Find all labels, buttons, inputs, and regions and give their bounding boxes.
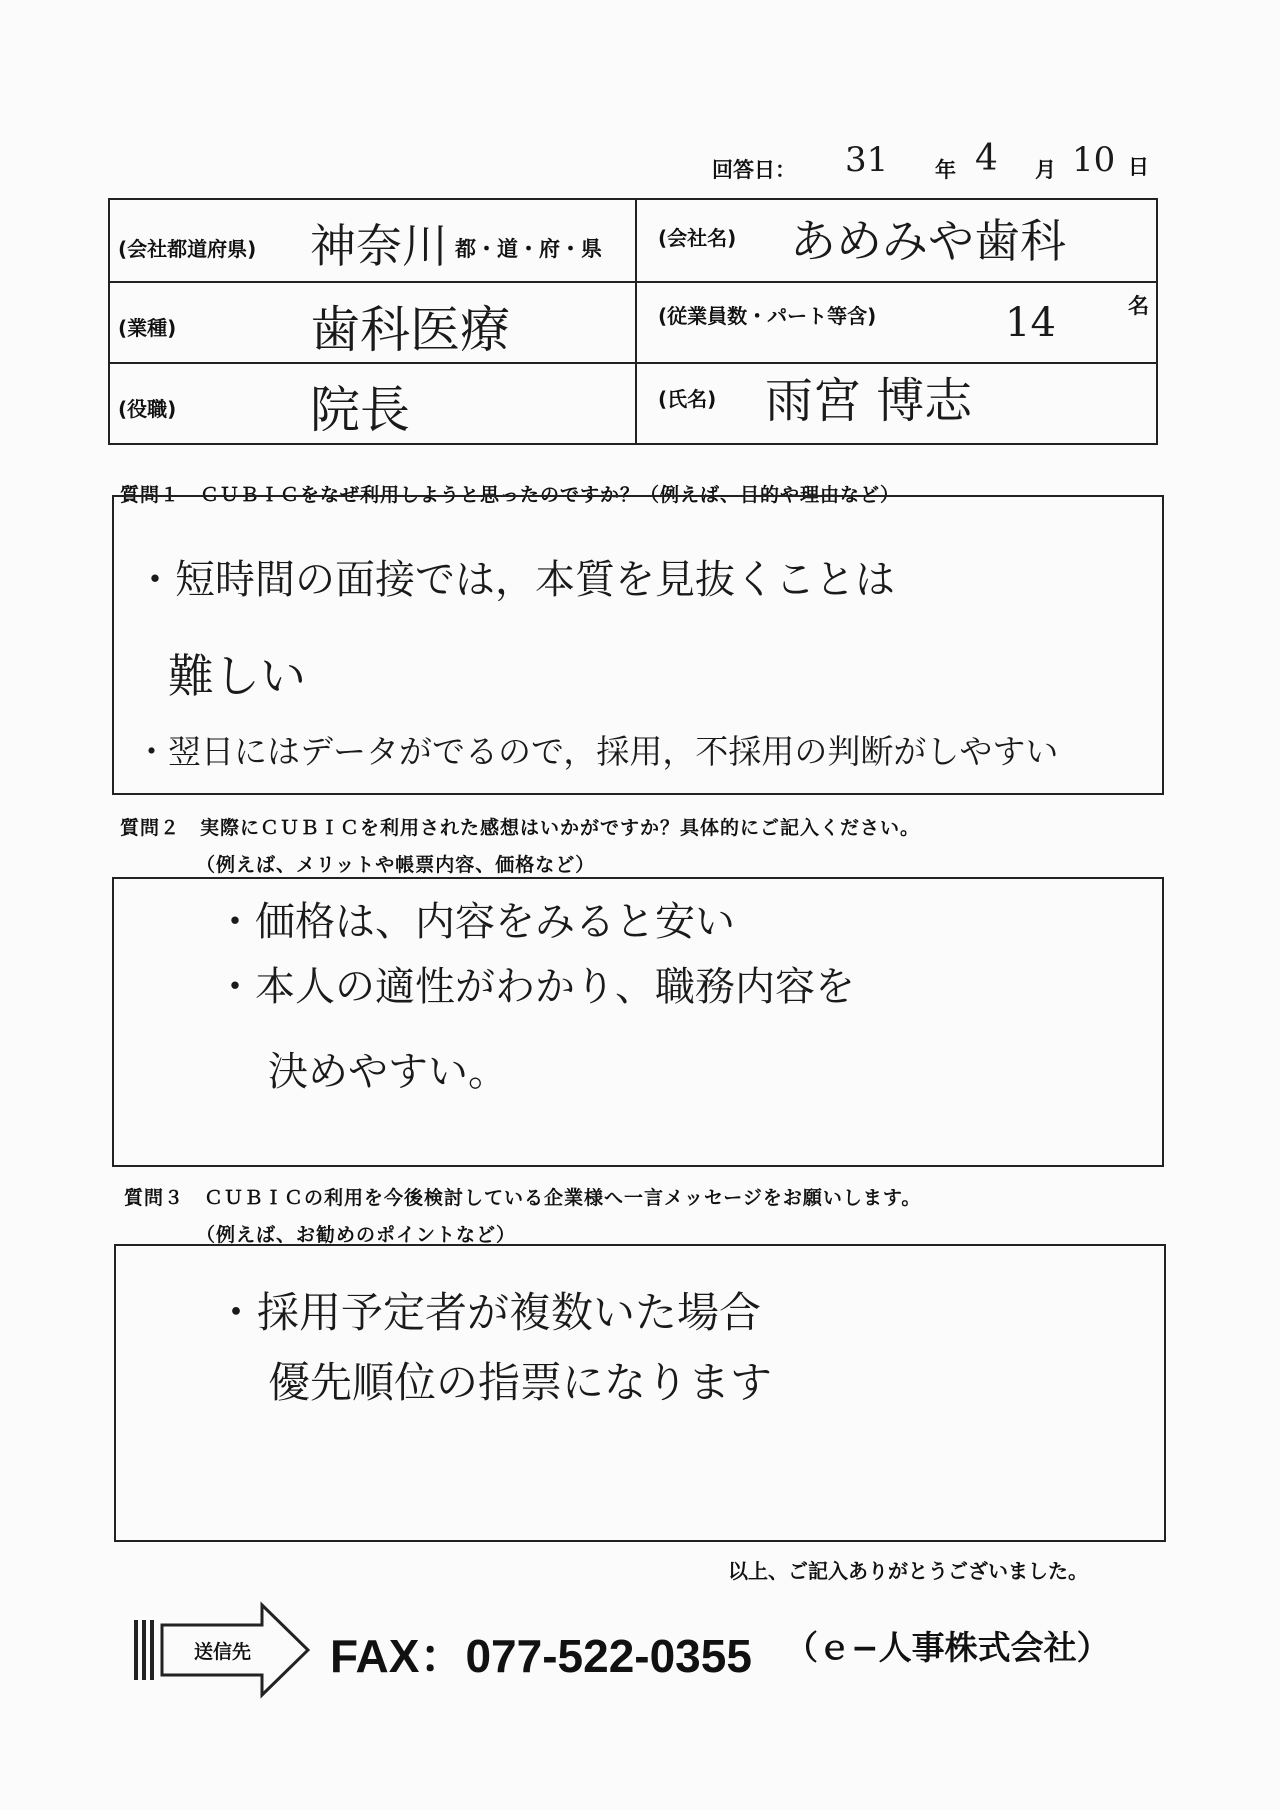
answer-3-line-1: ・採用予定者が複数いた場合 (215, 1288, 762, 1337)
prefecture-value: 神奈川 (310, 219, 448, 273)
thank-you-note: 以上、ご記入ありがとうございました。 (728, 1559, 1088, 1583)
answer-year-value: 31 (845, 140, 889, 180)
answer-2-line-2: ・本人の適性がわかり、職務内容を (215, 964, 855, 1010)
answer-day-value: 10 (1072, 140, 1116, 180)
question-2-example: （例えば、メリットや帳票内容、価格など） (196, 854, 596, 876)
industry-label: (業種) (118, 316, 177, 340)
industry-value: 歯科医療 (310, 301, 510, 359)
answer-date-label: 回答日： (712, 158, 796, 182)
answer-2-line-3: 決めやすい。 (268, 1049, 508, 1095)
answer-1-line-2: 難しい (168, 649, 306, 703)
month-label: 月 (1035, 158, 1056, 182)
position-value: 院長 (310, 381, 410, 439)
send-to-label: 送信先 (194, 1641, 252, 1663)
year-label: 年 (935, 158, 956, 182)
answer-3-line-2: 優先順位の指票になります (268, 1358, 773, 1407)
company-value: あめみや歯科 (790, 214, 1066, 268)
prefecture-suffix: 都・道・府・県 (455, 237, 602, 261)
day-label: 日 (1128, 155, 1149, 179)
name-label: (氏名) (658, 387, 717, 411)
question-2-title: 質問２ 実際にＣＵＢＩＣを利用された感想はいかがですか？具体的にご記入ください。 (120, 817, 921, 839)
employees-value: 14 (1005, 300, 1056, 346)
fax-number: FAX：077-522-0355 (330, 1630, 752, 1682)
prefecture-label: (会社都道府県) (118, 237, 257, 261)
company-label: (会社名) (658, 226, 737, 250)
recipient-company: （ｅ−人事株式会社） (785, 1628, 1110, 1667)
employees-label: (従業員数・パート等含) (658, 304, 877, 328)
employees-unit: 名 (1128, 294, 1149, 318)
position-label: (役職) (118, 397, 177, 421)
question-3-title: 質問３ ＣＵＢＩＣの利用を今後検討している企業様へ一言メッセージをお願いします。 (124, 1187, 922, 1209)
answer-1-line-1: ・短時間の面接では，本質を見抜くことは (135, 557, 895, 603)
answer-1-line-3: ・翌日にはデータがでるので，採用，不採用の判断がしやすい (135, 732, 1059, 771)
answer-month-value: 4 (975, 138, 998, 179)
answer-2-line-1: ・価格は、内容をみると安い (215, 899, 735, 945)
name-value: 雨宮 博志 (765, 373, 973, 429)
question-1-title: 質問１ ＣＵＢＩＣをなぜ利用しようと思ったのですか？（例えば、目的や理由など） (120, 484, 901, 506)
question-3-example: （例えば、お勧めのポイントなど） (196, 1224, 517, 1246)
